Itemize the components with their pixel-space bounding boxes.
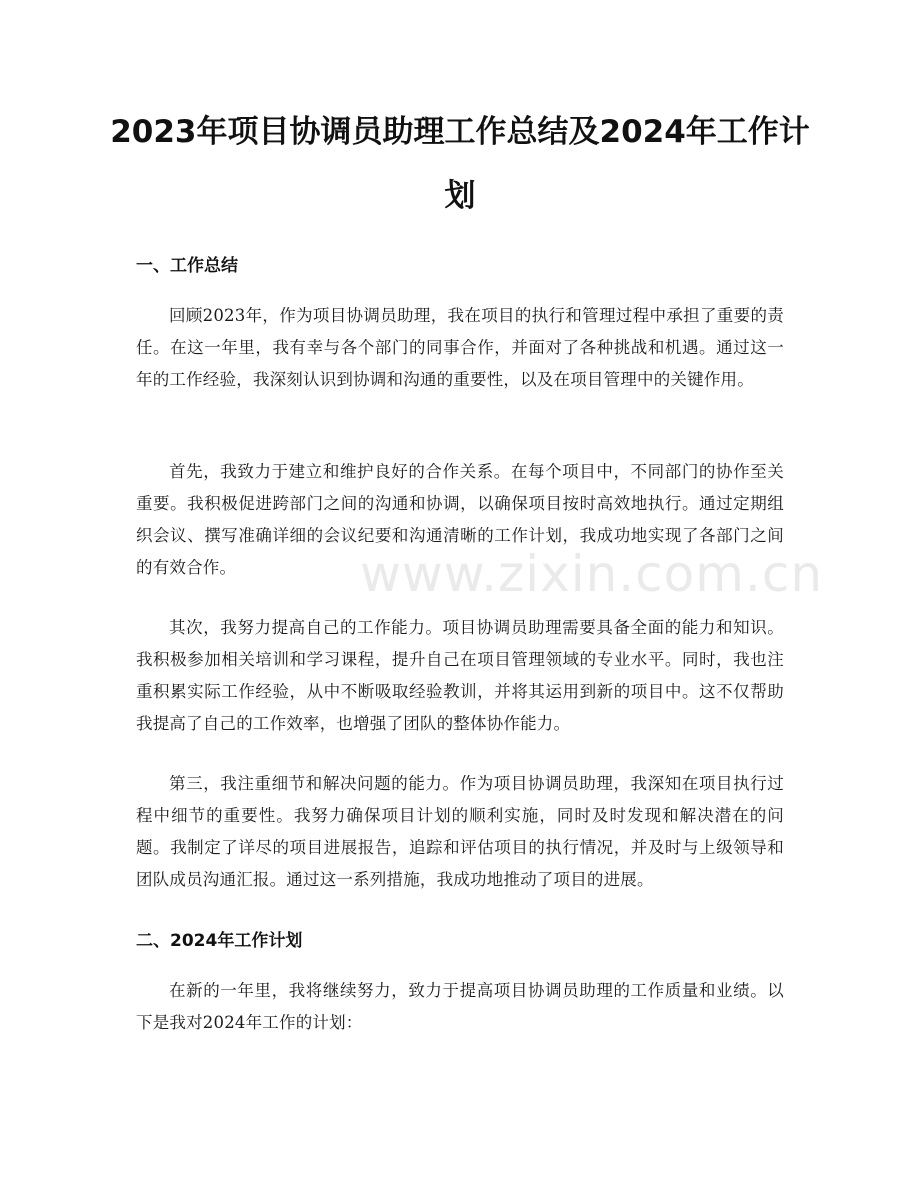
page-title: 2023年项目协调员助理工作总结及2024年工作计划: [110, 114, 810, 214]
paragraph-details: 第三，我注重细节和解决问题的能力。作为项目协调员助理，我深知在项目执行过程中细节的重要性。我努力确保项目计划的顺利实施，同时及时发现和解决潜在的问题。我制定了详尽的项目进展报告，追踪和评估项目的执行情况，并及时与上级领导和团队成员沟通汇报。通过这一系列措施，我成功地推动了项目的进展。: [136, 774, 784, 889]
paragraph-plan-intro: 在新的一年里，我将继续努力，致力于提高项目协调员助理的工作质量和业绩。以下是我对2024年工作的计划：: [136, 981, 784, 1032]
paragraph-ability: 其次，我努力提高自己的工作能力。项目协调员助理需要具备全面的能力和知识。我积极参加相关培训和学习课程，提升自己在项目管理领域的专业水平。同时，我也注重积累实际工作经验，从中不断吸取经验教训，并将其运用到新的项目中。这不仅帮助我提高了自己的工作效率，也增强了团队的整体协作能力。: [136, 618, 784, 733]
section-heading-work-plan: 二、2024年工作计划: [136, 931, 303, 951]
section-heading-work-summary: 一、工作总结: [136, 256, 238, 276]
paragraph-cooperation: 首先，我致力于建立和维护良好的合作关系。在每个项目中，不同部门的协作至关重要。我积极促进跨部门之间的沟通和协调，以确保项目按时高效地执行。通过定期组织会议、撰写准确详细的会议纪要和沟通清晰的工作计划，我成功地实现了各部门之间的有效合作。: [136, 462, 784, 577]
paragraph-summary-intro: 回顾2023年，作为项目协调员助理，我在项目的执行和管理过程中承担了重要的责任。在这一年里，我有幸与各个部门的同事合作，并面对了各种挑战和机遇。通过这一年的工作经验，我深刻认识到协调和沟通的重要性，以及在项目管理中的关键作用。: [136, 306, 784, 389]
watermark: www.zixin.com.cn: [360, 545, 824, 603]
